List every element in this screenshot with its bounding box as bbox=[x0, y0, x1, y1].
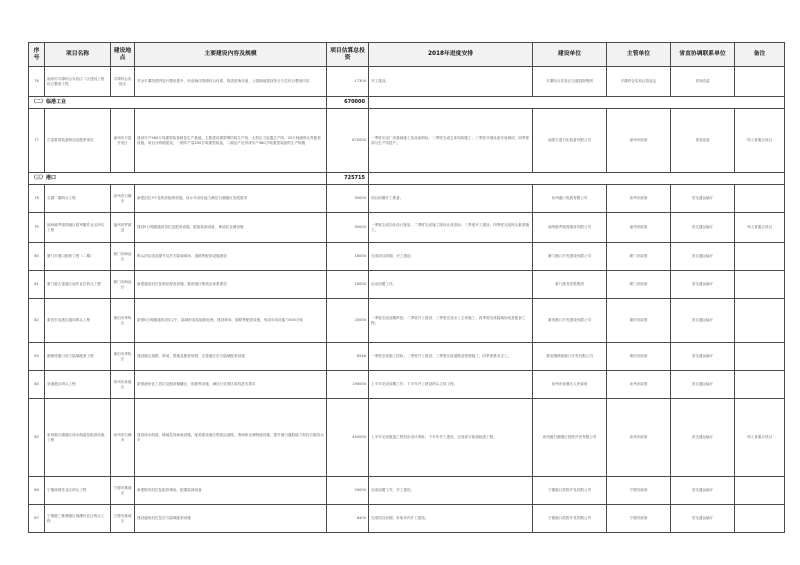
cell-coordinator: 省交通运输厅 bbox=[671, 271, 735, 299]
cell-coordinator: 省交通运输厅 bbox=[671, 477, 735, 505]
cell-project-name: 石湖二期码头工程 bbox=[45, 185, 111, 213]
cell-location: 宁德市蕉城区 bbox=[111, 477, 135, 505]
cell-supervisor: 莆田市政府 bbox=[607, 343, 671, 371]
cell-supervisor: 泉州市政府 bbox=[607, 371, 671, 399]
cell-content: 建设年产580万吨重型装备制造生产基地，主要建设重型钢结构生产线、大型压力容器生产线、20万吨级码头等配套设施。项目分两期建设，一期年产量200万吨重型装备，二期达产后形成年产580万吨重型装备的生产规模 bbox=[135, 109, 327, 173]
cell-serial: 78 bbox=[29, 185, 45, 213]
cell-location: 福州市罗源县 bbox=[111, 213, 135, 243]
cell-schedule: 项目前期开工准备。 bbox=[369, 185, 533, 213]
header-content: 主要建设内容及规模 bbox=[135, 43, 327, 67]
cell-remark bbox=[735, 185, 785, 213]
cell-content: 建设5万吨级通用泊位及配套设施，配备装卸设备、堆场及仓储设施 bbox=[135, 213, 327, 243]
cell-coordinator: 省发改委 bbox=[671, 67, 735, 97]
cell-supervisor: 泉州市政府 bbox=[607, 399, 671, 477]
cell-investment: 8400 bbox=[327, 505, 369, 533]
cell-serial: 86 bbox=[29, 477, 45, 505]
cell-investment: 20000 bbox=[327, 477, 369, 505]
cell-location: 泉州市石狮市 bbox=[111, 185, 135, 213]
cell-serial: 87 bbox=[29, 505, 45, 533]
cell-coordinator: 省交通运输厅 bbox=[671, 185, 735, 213]
cell-construction-unit: 泉州港口发展有限公司 bbox=[533, 185, 607, 213]
cell-schedule: 一季度完成厂房基础施工及设备招标；二季度完成主体结构施工；三季度开展设备安装调试；四季度部分生产线投产。 bbox=[369, 109, 533, 173]
cell-supervisor: 泉州市政府 bbox=[607, 185, 671, 213]
cell-construction-unit: 厦门港口开发建设有限公司 bbox=[533, 243, 607, 271]
cell-construction-unit: 莆田湄洲湾港口开发有限公司 bbox=[533, 343, 607, 371]
cell-coordinator: 省交通运输厅 bbox=[671, 299, 735, 343]
cell-construction-unit: 厦门港务控股集团 bbox=[533, 271, 607, 299]
cell-construction-unit: 平潭综合实验区交通投资集团 bbox=[533, 67, 607, 97]
cell-investment: 8546 bbox=[327, 343, 369, 371]
cell-schedule: 开工建设。 bbox=[369, 67, 533, 97]
cell-serial: 79 bbox=[29, 213, 45, 243]
cell-construction-unit: 泉州港石湖港区投资开发有限公司 bbox=[533, 399, 607, 477]
cell-construction-unit: 宁德港口投资开发有限公司 bbox=[533, 505, 607, 533]
cell-coordinator: 省交通运输厅 bbox=[671, 505, 735, 533]
cell-construction-unit: 宁德港口投资开发有限公司 bbox=[533, 477, 607, 505]
cell-schedule: 完成项目前期，开工建设。 bbox=[369, 243, 533, 271]
section-title: （三）港口 bbox=[29, 173, 327, 185]
cell-remark: 列入省重点项目 bbox=[735, 109, 785, 173]
cell-serial: 77 bbox=[29, 109, 45, 173]
cell-project-name: 湄洲湾港口后方陆域配套工程 bbox=[45, 343, 111, 371]
cell-project-name: 泉港港区码头工程 bbox=[45, 371, 111, 399]
cell-content: 新建液体化工泊位及配套储罐区、管廊等设施，满足石化园区原料进出需求 bbox=[135, 371, 327, 399]
table-row bbox=[29, 371, 785, 399]
cell-serial: 85 bbox=[29, 399, 45, 477]
cell-project-name: 莆田东吴港区通用码头工程 bbox=[45, 299, 111, 343]
header-investment: 项目估算总投资 bbox=[327, 43, 369, 67]
header-row bbox=[29, 43, 785, 67]
cell-coordinator: 省交通运输厅 bbox=[671, 213, 735, 243]
table-row bbox=[29, 109, 785, 173]
cell-content: 码头泊位改造提升及后方陆域堆场、道路等配套设施建设 bbox=[135, 243, 327, 271]
cell-schedule: 完成前期工作，开工建设。 bbox=[369, 477, 533, 505]
cell-location: 厦门市海沧区 bbox=[111, 271, 135, 299]
cell-supervisor: 平潭综合实验区管委会 bbox=[607, 67, 671, 97]
section-empty bbox=[369, 97, 785, 109]
project-table bbox=[28, 42, 785, 533]
cell-schedule: 一季度完成施工招标；二季度开工建设；三季度完成道路及管网施工；四季度基本完工。 bbox=[369, 343, 533, 371]
cell-investment: 190000 bbox=[327, 371, 369, 399]
table-row bbox=[29, 271, 785, 299]
cell-serial: 80 bbox=[29, 243, 45, 271]
header-supervisor: 主管单位 bbox=[607, 43, 671, 67]
section-empty bbox=[369, 173, 785, 185]
cell-investment: 17300 bbox=[327, 67, 369, 97]
cell-location: 莆田市秀屿区 bbox=[111, 343, 135, 371]
cell-investment: 50000 bbox=[327, 185, 369, 213]
table-row bbox=[29, 399, 785, 477]
cell-schedule: 一季度完成前期审批；二季度开工建设；三季度完成水工主体施工；四季度完成陆域形成及配套工程。 bbox=[369, 299, 533, 343]
cell-remark bbox=[735, 299, 785, 343]
cell-remark bbox=[735, 271, 785, 299]
cell-coordinator: 省交通运输厅 bbox=[671, 399, 735, 477]
cell-content: 建设通用泊位及后方陆域配套设施 bbox=[135, 505, 327, 533]
cell-supervisor: 宁德市政府 bbox=[607, 505, 671, 533]
cell-coordinator: 省发改委 bbox=[671, 109, 735, 173]
cell-schedule: 启动前期工作。 bbox=[369, 271, 533, 299]
cell-coordinator: 省交通运输厅 bbox=[671, 371, 735, 399]
table-row bbox=[29, 505, 785, 533]
header-coordinator: 省直协调联系单位 bbox=[671, 43, 735, 67]
table-row bbox=[29, 299, 785, 343]
cell-investment: 50000 bbox=[327, 213, 369, 243]
cell-project-name: 宁德漳湾作业区码头工程 bbox=[45, 477, 111, 505]
cell-project-name: 福州港罗源湾港区将军帽作业区码头工程 bbox=[45, 213, 111, 243]
cell-investment: 18000 bbox=[327, 243, 369, 271]
cell-project-name: 福州市平潭综合实验区二区建设工程综合整治工程 bbox=[45, 67, 111, 97]
cell-coordinator: 省交通运输厅 bbox=[671, 343, 735, 371]
cell-location: 平潭综合实验区 bbox=[111, 67, 135, 97]
cell-project-name: 厦门市港口配套工程（二期） bbox=[45, 243, 111, 271]
cell-serial: 81 bbox=[29, 271, 45, 299]
cell-location: 漳州市古雷开发区 bbox=[111, 109, 135, 173]
cell-construction-unit: 莆田港口开发建设有限公司 bbox=[533, 299, 607, 343]
cell-schedule: 上半年完成航道工程初步设计审批；下半年开工建设，完成部分航道疏浚工程。 bbox=[369, 399, 533, 477]
cell-serial: 83 bbox=[29, 343, 45, 371]
cell-investment: 670000 bbox=[327, 109, 369, 173]
cell-project-name: 古雷重型装备制造及配套项目 bbox=[45, 109, 111, 173]
section-investment: 670000 bbox=[327, 97, 369, 109]
table-row bbox=[29, 213, 785, 243]
cell-location: 莆田市秀屿区 bbox=[111, 299, 135, 343]
cell-schedule: 一季度完成初步设计批复；二季度完成施工图设计及招标；三季度开工建设；四季度完成码头桩基施工。 bbox=[369, 213, 533, 243]
header-construction-unit: 建设单位 bbox=[533, 43, 607, 67]
cell-supervisor: 莆田市政府 bbox=[607, 299, 671, 343]
cell-investment: 25000 bbox=[327, 299, 369, 343]
cell-investment: 400000 bbox=[327, 399, 369, 477]
cell-construction-unit: 泉州市泉港区人民政府 bbox=[533, 371, 607, 399]
cell-supervisor: 厦门市政府 bbox=[607, 271, 671, 299]
table-body bbox=[29, 67, 785, 533]
cell-serial: 82 bbox=[29, 299, 45, 343]
section-row bbox=[29, 97, 785, 109]
cell-location: 厦门市海沧区 bbox=[111, 243, 135, 271]
cell-remark bbox=[735, 67, 785, 97]
cell-supervisor: 福州市政府 bbox=[607, 213, 671, 243]
header-schedule: 2018年进度安排 bbox=[369, 43, 533, 67]
cell-serial: 84 bbox=[29, 371, 45, 399]
cell-construction-unit: 福州港罗源湾港务有限公司 bbox=[533, 213, 607, 243]
cell-location: 泉州市石狮市 bbox=[111, 399, 135, 477]
section-row bbox=[29, 173, 785, 185]
table-row bbox=[29, 185, 785, 213]
cell-supervisor: 漳州市政府 bbox=[607, 109, 671, 173]
cell-remark bbox=[735, 243, 785, 271]
cell-supervisor: 厦门市政府 bbox=[607, 243, 671, 271]
cell-remark: 列入省重点项目 bbox=[735, 213, 785, 243]
cell-location: 泉州市泉港区 bbox=[111, 371, 135, 399]
header-remark: 备注 bbox=[735, 43, 785, 67]
cell-remark bbox=[735, 371, 785, 399]
cell-investment: 18000 bbox=[327, 271, 369, 299]
cell-serial: 76 bbox=[29, 67, 45, 97]
cell-content: 建设港区道路、堆场、围墙及配套管网，完善港区后方陆域配套设施 bbox=[135, 343, 327, 371]
section-investment: 725715 bbox=[327, 173, 369, 185]
cell-content: 新建5万吨级通用泊位2个，陆域形成及地基处理，建设堆场、道路等配套设施，形成年吞吐能力500万吨 bbox=[135, 299, 327, 343]
cell-schedule: 上半年完成前期工作；下半年开工建设码头主体工程。 bbox=[369, 371, 533, 399]
cell-construction-unit: 福建古雷石化装备有限公司 bbox=[533, 109, 607, 173]
table-row bbox=[29, 477, 785, 505]
table-sheet bbox=[28, 42, 784, 533]
cell-project-name: 厦门港古雷港区南作业区码头工程 bbox=[45, 271, 111, 299]
header-project-name: 项目名称 bbox=[45, 43, 111, 67]
table-row bbox=[29, 67, 785, 97]
cell-schedule: 完成项目前期，争取年内开工建设。 bbox=[369, 505, 533, 533]
cell-content: 对全平潭范围内进行整治提升，形成海洋资源综合体系，推进滨海步道、公园绿地建设等全方位综合整治内容 bbox=[135, 67, 327, 97]
header-serial: 序号 bbox=[29, 43, 45, 67]
cell-content: 建设深水航道、锚地及导助航设施，配套建设港区集疏运道路、堆场和仓储物流设施，提升港口通航能力和综合服务水平 bbox=[135, 399, 327, 477]
table-row bbox=[29, 243, 785, 271]
section-title: （二）临港工业 bbox=[29, 97, 327, 109]
cell-content: 新建泊位3个及相应配套设施，设计年吞吐能力满足石湖港区发展需求 bbox=[135, 185, 327, 213]
cell-coordinator: 省交通运输厅 bbox=[671, 243, 735, 271]
cell-remark: 列入省重点项目 bbox=[735, 399, 785, 477]
cell-remark bbox=[735, 343, 785, 371]
cell-supervisor: 宁德市政府 bbox=[607, 477, 671, 505]
cell-location: 宁德市蕉城区 bbox=[111, 505, 135, 533]
cell-project-name: 泉州港石湖港区深水航道及配套设施工程 bbox=[45, 399, 111, 477]
header-location: 建设地点 bbox=[111, 43, 135, 67]
cell-remark bbox=[735, 505, 785, 533]
table-row bbox=[29, 343, 785, 371]
cell-project-name: 宁德港三都澳港区城澳作业区码头工程 bbox=[45, 505, 111, 533]
cell-content: 新建通用泊位及相应配套设施，推进港区集疏运体系建设 bbox=[135, 271, 327, 299]
cell-content: 新建散货泊位及配套堆场，配置装卸设备 bbox=[135, 477, 327, 505]
cell-remark bbox=[735, 477, 785, 505]
